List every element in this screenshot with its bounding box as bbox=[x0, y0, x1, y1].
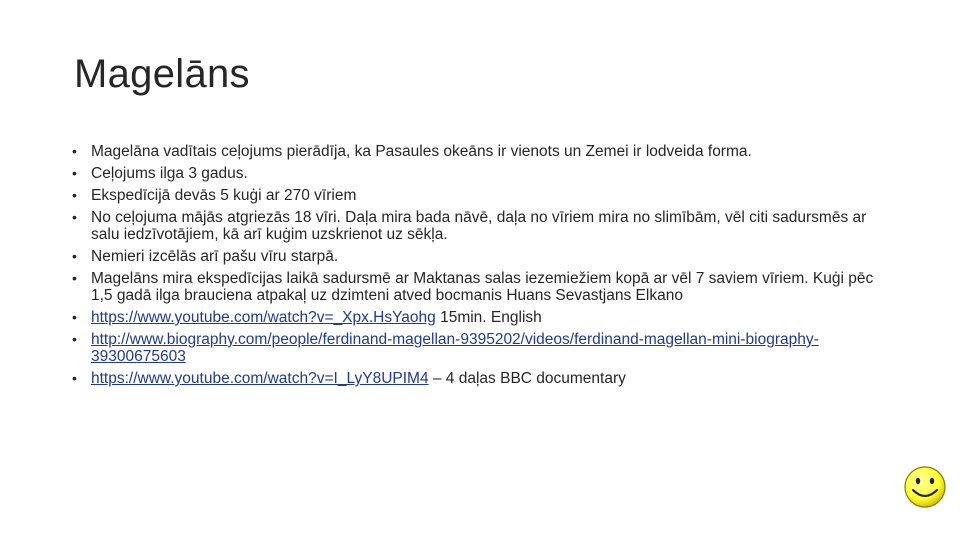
list-item-text: Magelāns mira ekspedīcijas laikā sadursmē ar Maktanas salas iezemiežiem kopā ar vēl 7 saviem vīriem. Kuģi pēc 1,5 gadā ilga brauciena atpakaļ uz dzimteni atved bocmanis Huans Sevastjans Elkano bbox=[91, 270, 874, 304]
biography-link[interactable]: http://www.biography.com/people/ferdinand-magellan-9395202/videos/ferdinand-magellan-mini-biography-39300675603 bbox=[91, 331, 819, 365]
link-suffix: 15min. English bbox=[435, 309, 542, 326]
list-item-text: No ceļojuma mājās atgriezās 18 vīri. Daļa mira bada nāvē, daļa no vīriem mira no slimībām, vēl citi sadursmēs ar salu iedzīvotājiem, kā arī kuģim uzskrienot uz sēkļa. bbox=[91, 209, 867, 243]
bullet-icon: • bbox=[72, 143, 77, 159]
smiley-face-icon bbox=[903, 465, 947, 509]
link-suffix: – 4 daļas BBC documentary bbox=[428, 370, 626, 387]
bullet-list bbox=[72, 143, 882, 392]
list-item-text: Nemieri izcēlās arī pašu vīru starpā. bbox=[91, 248, 339, 265]
list-item bbox=[72, 143, 882, 160]
bullet-icon: • bbox=[72, 209, 77, 225]
list-item bbox=[72, 331, 882, 365]
bullet-icon: • bbox=[72, 248, 77, 264]
list-item bbox=[72, 270, 882, 304]
bbc-documentary-link[interactable]: https://www.youtube.com/watch?v=I_LyY8UPIM4 bbox=[91, 370, 429, 387]
list-item bbox=[72, 165, 882, 182]
youtube-link[interactable]: https://www.youtube.com/watch?v=_Xpx.HsYaohg bbox=[91, 309, 436, 326]
list-item bbox=[72, 209, 882, 243]
list-item bbox=[72, 309, 882, 326]
list-item-text: Magelāna vadītais ceļojums pierādīja, ka Pasaules okeāns ir vienots un Zemei ir lodveida forma. bbox=[91, 143, 752, 160]
slide-title: Magelāns bbox=[74, 52, 250, 96]
bullet-icon: • bbox=[72, 165, 77, 181]
list-item bbox=[72, 187, 882, 204]
bullet-icon: • bbox=[72, 187, 77, 203]
bullet-icon: • bbox=[72, 370, 77, 386]
list-item-text: Ekspedīcijā devās 5 kuģi ar 270 vīriem bbox=[91, 187, 357, 204]
list-item bbox=[72, 248, 882, 265]
list-item bbox=[72, 370, 882, 387]
bullet-icon: • bbox=[72, 331, 77, 347]
bullet-icon: • bbox=[72, 309, 77, 325]
list-item-text: Ceļojums ilga 3 gadus. bbox=[91, 165, 248, 182]
bullet-icon: • bbox=[72, 270, 77, 286]
